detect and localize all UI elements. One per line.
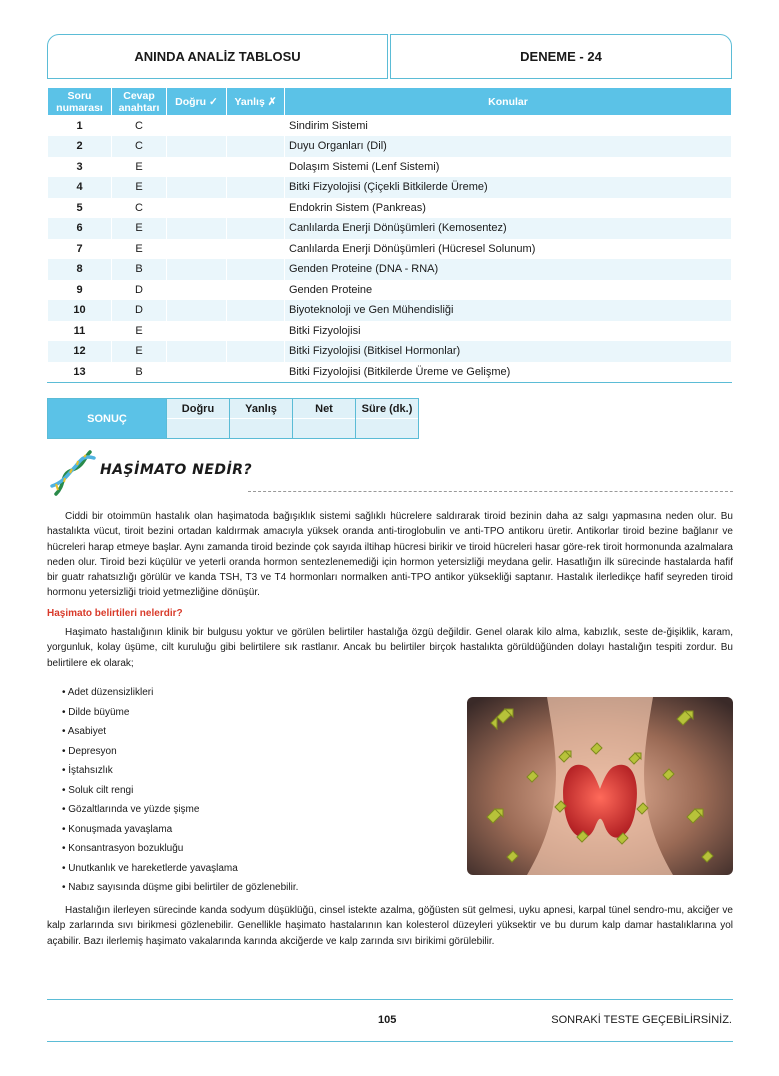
dogru-cell[interactable] (167, 341, 227, 362)
yanlis-cell[interactable] (227, 177, 285, 198)
symptom-item: • Depresyon (62, 745, 117, 757)
result-yanlis (229, 399, 292, 438)
answer-key: E (112, 341, 167, 362)
symptom-item: • Nabız sayısında düşme gibi belirtiler de gözlenebilir. (62, 882, 299, 893)
dogru-cell[interactable] (167, 362, 227, 383)
question-number: 6 (48, 218, 112, 239)
answer-key: B (112, 362, 167, 383)
table-row (48, 218, 732, 239)
symptom-item: • Asabiyet (62, 726, 107, 737)
question-number: 13 (48, 362, 112, 383)
topic-cell: Genden Proteine (285, 280, 732, 301)
yanlis-cell[interactable] (227, 116, 285, 137)
symptom-item: • Konsantrasyon bozukluğu (62, 843, 184, 854)
dogru-cell[interactable] (167, 280, 227, 301)
question-number: 5 (48, 198, 112, 219)
yanlis-cell[interactable] (227, 198, 285, 219)
question-number: 11 (48, 321, 112, 342)
dogru-cell[interactable] (167, 177, 227, 198)
question-number: 9 (48, 280, 112, 301)
yanlis-cell[interactable] (227, 239, 285, 260)
symptom-item: • Unutkanlık ve hareketlerde yavaşlama (62, 862, 238, 874)
result-sure-label: Süre (dk.) (356, 399, 418, 419)
result-yanlis-label: Yanlış (230, 399, 292, 419)
result-dogru (166, 399, 229, 438)
result-dogru-field[interactable] (167, 419, 229, 438)
col-dogru: Doğru ✓ (167, 88, 227, 116)
yanlis-cell[interactable] (227, 341, 285, 362)
table-row (48, 136, 732, 157)
topic-cell: Sindirim Sistemi (285, 116, 732, 137)
intro-paragraph: Ciddi bir otoimmün hastalık olan haşimatoda bağışıklık sistemi sağlıklı hücrelere saldırarak tiroid bezinin daha az salgı yapmasına neden olur. Bu hastalıkta vücut, tiroit bezini ortadan kaldırmak amacıyla yüksek oranda anti-tiroglobulin ve anti-TPO antikoru üretir. Antikorlar tiroid bezine bağlanır ve hücreleri harap etmeye başlar. Aynı zamanda tiroid bezinde çok sayıda iltihap hücresi birikir ve tiroid hücreleri hasar göre-rek tiroit hormonunda azalmalara neden olur. Tiroid bezi küçülür ve yeterli oranda hormon sentezlenemediği için hormon yetersizliği meydana gelir. Hasatlığın ilk sürecinde hastalarda hafif bir guatr rahatsızlığı görülür ve kanda TSH, T3 ve T4 hormonları normalken anti-TPO antikor yüksekliği saptanır. Hastalık ilerledikçe hafif seyreden tiroid hormonu yetersizliği trioid yetmezliğine dönüşür. (47, 511, 733, 599)
article-heading (48, 448, 733, 498)
footer-divider-bottom (47, 1041, 733, 1042)
question-number: 2 (48, 136, 112, 157)
table-row (48, 259, 732, 280)
next-test-note: SONRAKİ TESTE GEÇEBİLİRSİNİZ. (551, 1014, 732, 1026)
col-cevap-line2: anahtarı (118, 101, 160, 114)
thyroid-image-icon (467, 697, 733, 875)
answer-key: C (112, 116, 167, 137)
article-title: HAŞİMATO NEDİR? (100, 462, 253, 478)
topic-cell: Dolaşım Sistemi (Lenf Sistemi) (285, 157, 732, 178)
symptoms-list (62, 683, 298, 898)
symptom-item: • Adet düzensizlikleri (62, 687, 154, 698)
yanlis-cell[interactable] (227, 280, 285, 301)
yanlis-cell[interactable] (227, 218, 285, 239)
question-number: 3 (48, 157, 112, 178)
question-number: 12 (48, 341, 112, 362)
result-label: SONUÇ (48, 399, 166, 438)
result-sure-field[interactable] (356, 419, 418, 438)
answer-key: D (112, 300, 167, 321)
answer-key: C (112, 198, 167, 219)
table-row (48, 157, 732, 178)
title-divider (248, 491, 733, 492)
col-soru (48, 88, 112, 116)
topic-cell: Bitki Fizyolojisi (285, 321, 732, 342)
table-row (48, 116, 732, 137)
topic-cell: Genden Proteine (DNA - RNA) (285, 259, 732, 280)
table-row (48, 280, 732, 301)
col-soru-line2: numarası (56, 101, 103, 114)
table-row (48, 300, 732, 321)
result-yanlis-field[interactable] (230, 419, 292, 438)
question-number: 1 (48, 116, 112, 137)
result-net-field[interactable] (293, 419, 355, 438)
table-row (48, 177, 732, 198)
dogru-cell[interactable] (167, 136, 227, 157)
yanlis-cell[interactable] (227, 300, 285, 321)
yanlis-cell[interactable] (227, 136, 285, 157)
col-cevap (112, 88, 167, 116)
topic-cell: Bitki Fizyolojisi (Çiçekli Bitkilerde Üreme) (285, 177, 732, 198)
question-number: 7 (48, 239, 112, 260)
topic-cell: Duyu Organları (Dil) (285, 136, 732, 157)
question-number: 4 (48, 177, 112, 198)
topic-cell: Bitki Fizyolojisi (Bitkisel Hormonlar) (285, 341, 732, 362)
symptom-item: • Soluk cilt rengi (62, 784, 134, 796)
topic-cell: Canlılarda Enerji Dönüşümleri (Kemosentez) (285, 218, 732, 239)
result-net (292, 399, 355, 438)
result-dogru-label: Doğru (167, 399, 229, 419)
dogru-cell[interactable] (167, 218, 227, 239)
symptom-item: • Dilde büyüme (62, 706, 130, 718)
symptom-item: • Gözaltlarında ve yüzde şişme (62, 804, 200, 815)
table-row (48, 362, 732, 383)
topic-cell: Endokrin Sistem (Pankreas) (285, 198, 732, 219)
table-row (48, 321, 732, 342)
symptom-item: • İştahsızlık (62, 765, 113, 776)
dogru-cell[interactable] (167, 157, 227, 178)
analysis-header (47, 34, 732, 79)
col-soru-line1: Soru (67, 89, 92, 102)
question-number: 10 (48, 300, 112, 321)
answer-key: B (112, 259, 167, 280)
yanlis-cell[interactable] (227, 259, 285, 280)
symptom-item: • Konuşmada yavaşlama (62, 823, 173, 835)
answer-key: D (112, 280, 167, 301)
table-row (48, 198, 732, 219)
answer-key: E (112, 177, 167, 198)
dogru-cell[interactable] (167, 300, 227, 321)
answer-key: E (112, 239, 167, 260)
answer-key: E (112, 218, 167, 239)
dogru-cell[interactable] (167, 321, 227, 342)
thyroid-illustration (467, 697, 733, 875)
answer-key: E (112, 321, 167, 342)
symptoms-intro-paragraph: Haşimato hastalığının klinik bir bulgusu yoktur ve görülen belirtiler hastalığa özgü değildir. Genel olarak kilo alma, kabızlık, seste de-ğişiklik, karam, yorgunluk, kolay üşüme, cilt kuruluğu gibi belirtilere sık rastlanır. Ancak bu belirtiler birçok hastalıkta görüldüğünden dolayı hastalığın tespiti zordur. Bu belirtilere ek olarak; (47, 627, 733, 669)
test-name: DENEME - 24 (390, 34, 732, 79)
topic-cell: Biyoteknoloji ve Gen Mühendisliği (285, 300, 732, 321)
closing-paragraph: Hastalığın ilerleyen sürecinde kanda sodyum düşüklüğü, cinsel istekte azalma, göğüsten süt gelmesi, uyku apnesi, karpal tünel sendro-mu, akciğer ve kalp zarlarında sıvı birikmesi gözlenebilir. Genellikle haşimato hastalarının kan kolesterol düzeyleri yüksektir ve bu durum kalp damar hastalıklarına yol açabilir. Bazı ilerlemiş haşimato vakalarında karında akciğerde ve kalp zarında sıvı birikimi görülebilir. (47, 905, 733, 947)
answer-key: E (112, 157, 167, 178)
table-body (48, 116, 732, 383)
dna-helix-icon (48, 448, 96, 498)
table-row (48, 239, 732, 260)
dogru-cell[interactable] (167, 239, 227, 260)
footer-divider-top (47, 999, 733, 1000)
col-yanlis: Yanlış ✗ (227, 88, 285, 116)
analysis-table (47, 87, 732, 383)
topic-cell: Canlılarda Enerji Dönüşümleri (Hücresel Solunum) (285, 239, 732, 260)
table-header-row (48, 88, 732, 116)
answer-key: C (112, 136, 167, 157)
topic-cell: Bitki Fizyolojisi (Bitkilerde Üreme ve Gelişme) (285, 362, 732, 383)
result-box (47, 398, 419, 439)
question-number: 8 (48, 259, 112, 280)
yanlis-cell[interactable] (227, 157, 285, 178)
dogru-cell[interactable] (167, 198, 227, 219)
table-row (48, 341, 732, 362)
page-number: 105 (378, 1014, 397, 1026)
yanlis-cell[interactable] (227, 321, 285, 342)
result-sure (355, 399, 418, 438)
result-net-label: Net (293, 399, 355, 419)
col-cevap-line1: Cevap (123, 89, 155, 102)
col-konular: Konular (285, 88, 732, 116)
table-title: ANINDA ANALİZ TABLOSU (47, 34, 388, 79)
dogru-cell[interactable] (167, 116, 227, 137)
symptoms-subheading: Haşimato belirtileri nelerdir? (47, 608, 183, 619)
yanlis-cell[interactable] (227, 362, 285, 383)
dogru-cell[interactable] (167, 259, 227, 280)
